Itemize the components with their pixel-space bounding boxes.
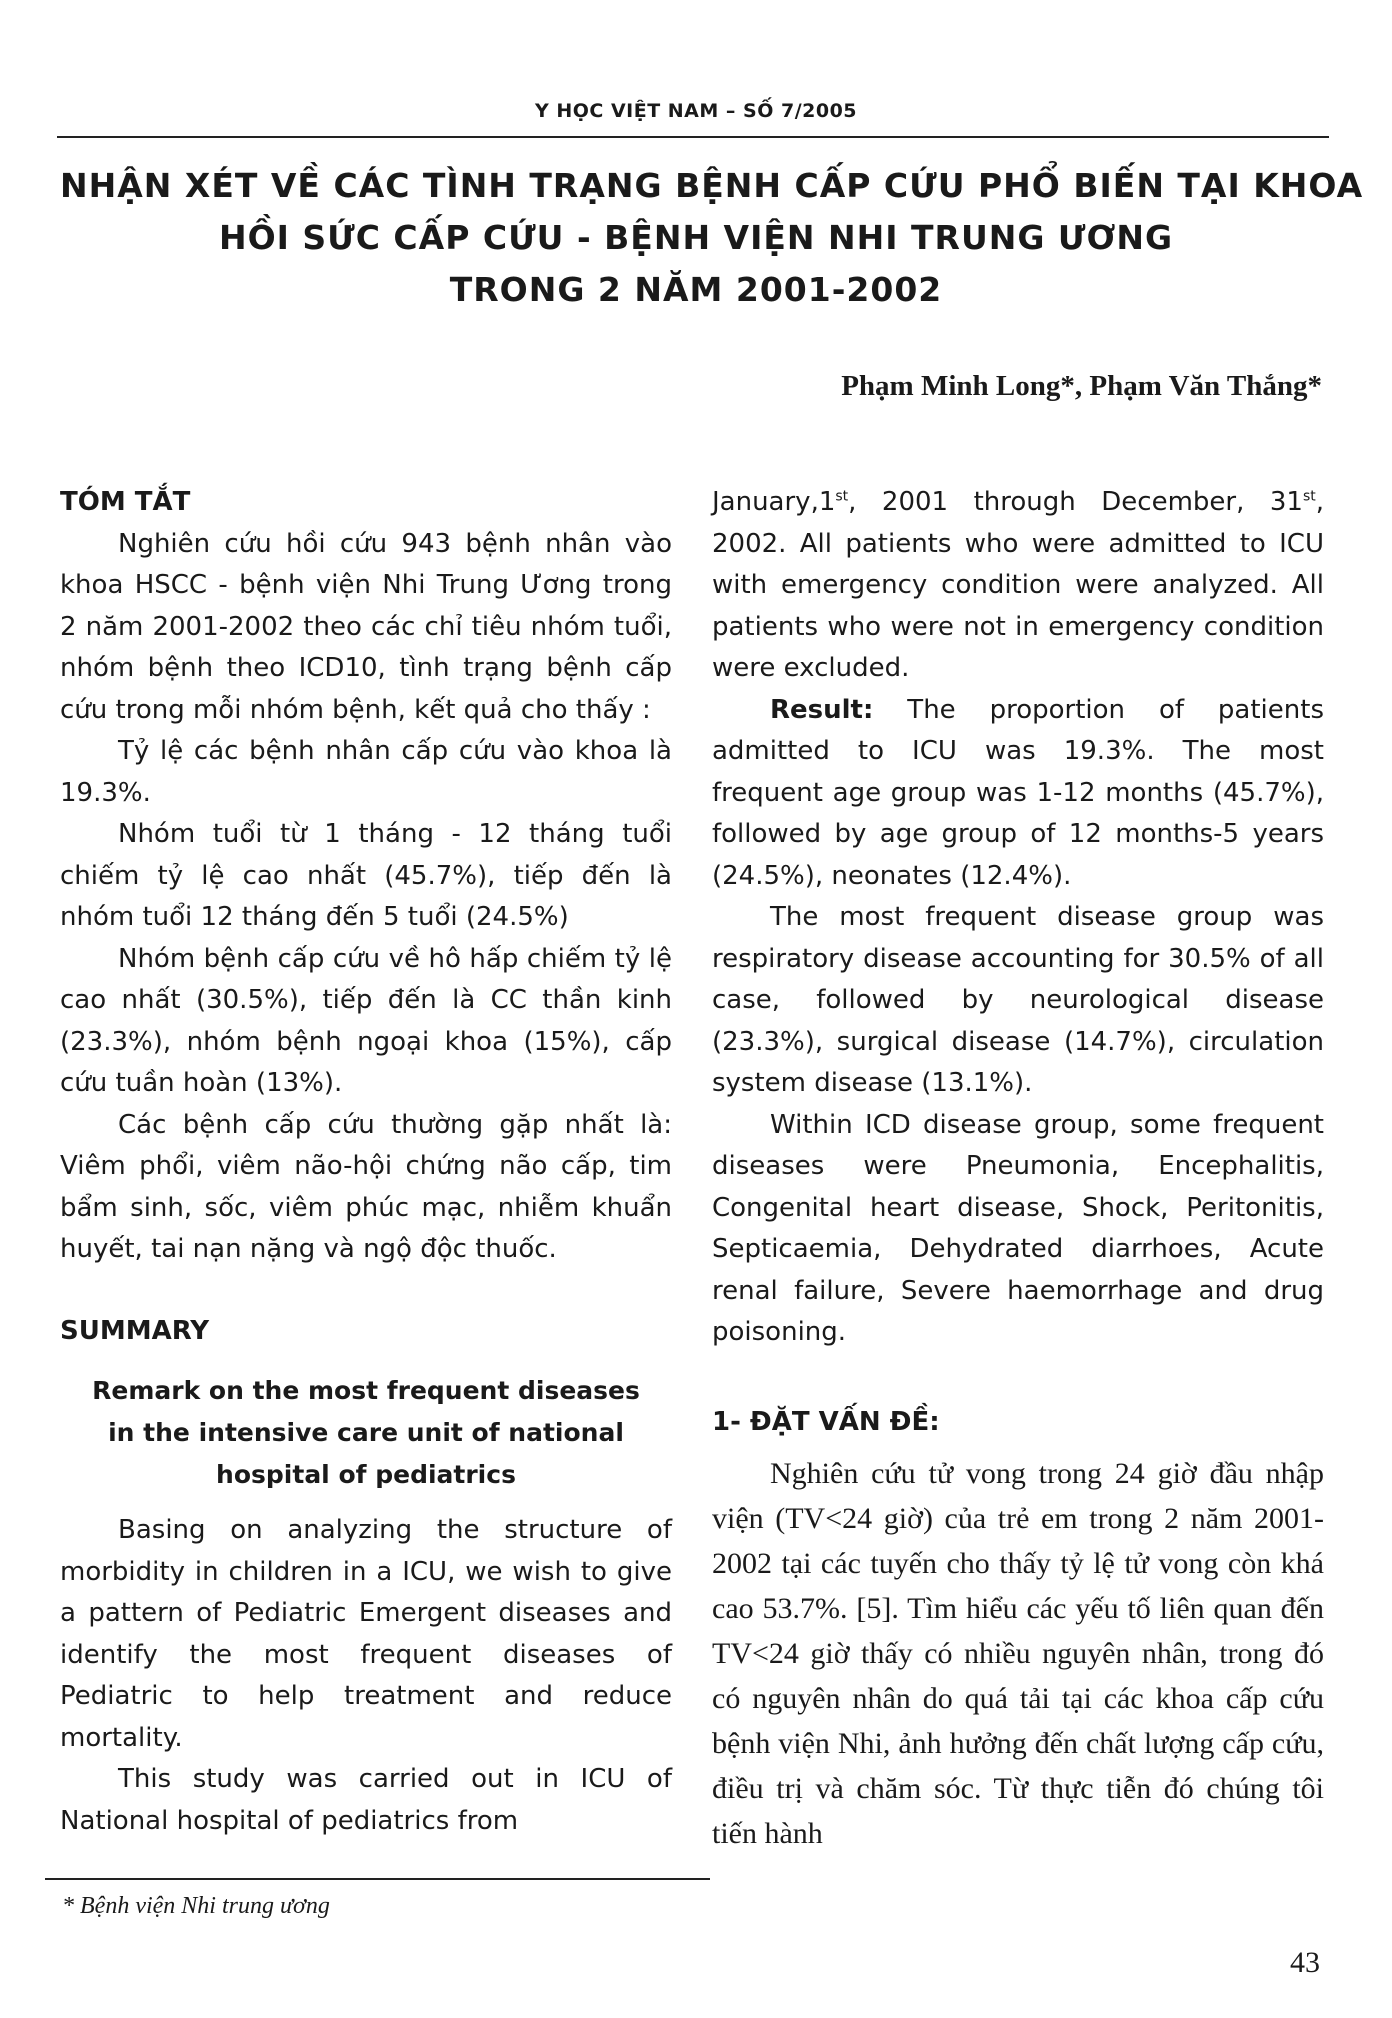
footnote: * Bệnh viện Nhi trung ương — [62, 1893, 330, 1919]
result-label: Result: — [770, 694, 874, 725]
result-paragraph: Result: The proportion of patients admitted to ICU was 19.3%. The most frequent age group was 1-12 months (45.7%), followed by age group of 12 months-5 years (24.5%), neonates (12.4%). — [712, 694, 1324, 891]
page-number: 43 — [1290, 1946, 1320, 1979]
tom-tat-heading: TÓM TẮT — [60, 487, 191, 517]
abstract-vi-paragraph: Các bệnh cấp cứu thường gặp nhất là: Viêm phổi, viêm não-hội chứng não cấp, tim bẩm sinh, sốc, viêm phúc mạc, nhiễm khuẩn huyết, tai nạn nặng và ngộ độc thuốc. — [60, 1109, 672, 1264]
summary-title: Remark on the most frequent diseases in the intensive care unit of national hospital of pediatrics — [92, 1376, 640, 1489]
summary-continued: January,1st, 2001 through December, 31st, 2002. All patients who were admitted to ICU with emergency condition were analyzed. All patients who were not in emergency condition were excluded. — [712, 487, 1324, 683]
authors: Phạm Minh Long*, Phạm Văn Thắng* — [841, 370, 1322, 402]
section-heading: 1- ĐẶT VẤN ĐỀ: — [712, 1406, 940, 1437]
title-line: HỒI SỨC CẤP CỨU - BỆNH VIỆN NHI TRUNG ƯƠNG — [218, 218, 1174, 257]
running-header: Y HỌC VIỆT NAM – SỐ 7/2005 — [534, 100, 858, 122]
abstract-vi-paragraph: Nghiên cứu hồi cứu 943 bệnh nhân vào khoa HSCC - bệnh viện Nhi Trung Ương trong 2 năm 2001-2002 theo các chỉ tiêu nhóm tuổi, nhóm bệnh theo ICD10, tình trạng bệnh cấp cứu trong mỗi nhóm bệnh, kết quả cho thấy : — [60, 528, 672, 725]
summary-heading: SUMMARY — [60, 1315, 210, 1346]
summary-paragraph: Basing on analyzing the structure of morbidity in children in a ICU, we wish to give a pattern of Pediatric Emergent diseases and identify the most frequent diseases of Pediatric to help treatment and reduce mortality. — [60, 1515, 672, 1753]
article-title — [60, 160, 1364, 316]
header-rule — [57, 136, 1329, 138]
footnote-rule — [45, 1878, 710, 1880]
right-column — [712, 482, 1324, 1856]
summary-paragraph: This study was carried out in ICU of National hospital of pediatrics from — [60, 1764, 672, 1836]
left-column — [60, 482, 672, 1842]
summary-paragraph: The most frequent disease group was respiratory disease accounting for 30.5% of all case, followed by neurological disease (23.3%), surgical disease (14.7%), circulation system disease (13.1%). — [712, 902, 1324, 1098]
abstract-vi-paragraph: Tỷ lệ các bệnh nhân cấp cứu vào khoa là 19.3%. — [60, 736, 672, 808]
summary-paragraph: Within ICD disease group, some frequent diseases were Pneumonia, Encephalitis, Congenital heart disease, Shock, Peritonitis, Septicaemia, Dehydrated diarrhoes, Acute renal failure, Severe haemorrhage and drug poisoning. — [712, 1109, 1324, 1347]
title-line: NHẬN XÉT VỀ CÁC TÌNH TRẠNG BỆNH CẤP CỨU PHỔ BIẾN TẠI KHOA — [60, 166, 1364, 205]
abstract-vi-paragraph: Nhóm bệnh cấp cứu về hô hấp chiếm tỷ lệ cao nhất (30.5%), tiếp đến là CC thần kinh (23.3%), nhóm bệnh ngoại khoa (15%), cấp cứu tuần hoàn (13%). — [60, 943, 672, 1098]
title-line: TRONG 2 NĂM 2001-2002 — [449, 270, 943, 309]
body-paragraph: Nghiên cứu tử vong trong 24 giờ đầu nhập viện (TV<24 giờ) của trẻ em trong 2 năm 2001-2002 tại các tuyến cho thấy tỷ lệ tử vong còn khá cao 53.7%. [5]. Tìm hiểu các yếu tố liên quan đến TV<24 giờ thấy có nhiều nguyên nhân, trong đó có nguyên nhân do quá tải tại các khoa cấp cứu bệnh viện Nhi, ảnh hưởng đến chất lượng cấp cứu, điều trị và chăm sóc. Từ thực tiễn đó chúng tôi tiến hành — [712, 1457, 1324, 1850]
abstract-vi-paragraph: Nhóm tuổi từ 1 tháng - 12 tháng tuổi chiếm tỷ lệ cao nhất (45.7%), tiếp đến là nhóm tuổi 12 tháng đến 5 tuổi (24.5%) — [60, 819, 672, 932]
